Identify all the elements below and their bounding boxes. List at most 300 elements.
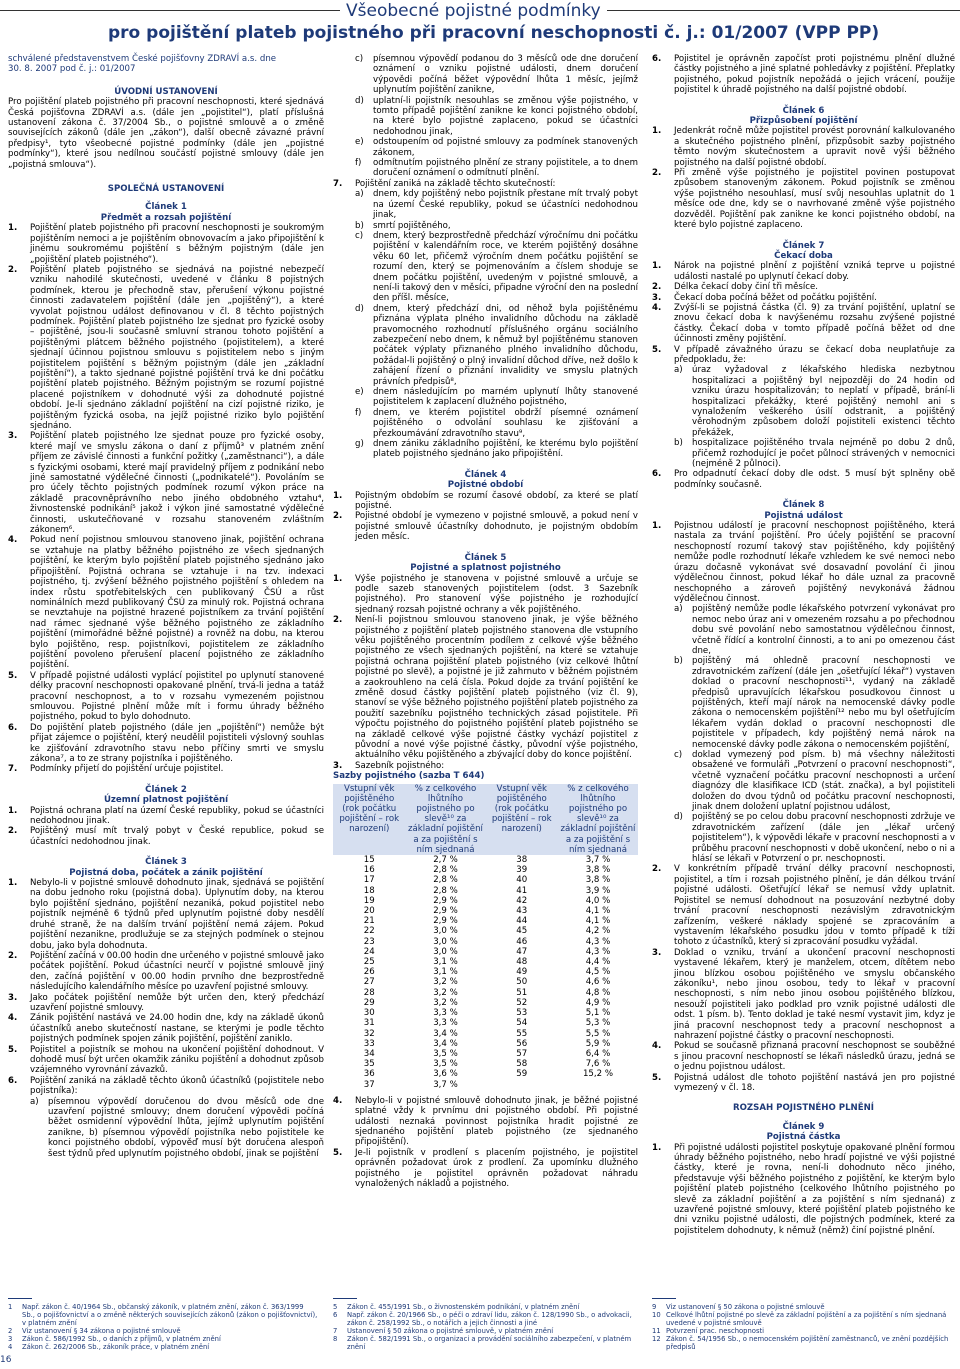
table-cell: 15,2 % [582, 1069, 613, 1080]
table-cell: 33 [363, 1038, 375, 1049]
uvodni-text: Pro pojištění plateb pojistného při pracovní neschopnosti, které sjednává Česká pojišťovna ZDRAVÍ a.s. (dále jen „pojistitel“), platí příslušná ustanovení zákona č. 37/2004 Sb., o pojistné smlouvě a o změně souvisejících zákonů (dále jen „zákon“), další obecně závazné právní předpisy¹, tyto všeobecné pojistné podmínky (dále jen „pojistné podmínky“), které jsou nedílnou součástí pojistné smlouvy (dále jen „pojistná smlouva“). [8, 97, 324, 170]
clause [8, 223, 324, 265]
subclause-text: odmítnutím pojistného plnění ze strany pojistitele, a to dnem doručení oznámení o odmítnutí plnění. [373, 158, 638, 179]
table-cell: 3,2 % [433, 997, 458, 1008]
clause [652, 521, 955, 604]
clause [652, 126, 955, 168]
footnote-number: 4 [8, 1343, 13, 1351]
clause-number: 2. [8, 826, 18, 837]
subclause [652, 438, 955, 469]
clause-text: Pojištění začíná v 00.00 hodin dne určeného v pojistné smlouvě jako počátek pojištění. Pokud účastníci neurčí v pojistné smlouvě jiný den, začíná pojištění v 00.00 hodin prvního dne bezprostředně následujícího kalendářního měsíce po uzavření pojistné smlouvy. [30, 950, 324, 993]
clause-number: 3. [652, 947, 662, 958]
table-cell: 4,0 % [585, 895, 611, 906]
rates-table [333, 784, 638, 1090]
clause-text: V případě pojistné události vyplácí pojistitel po uplynutí stanovené délky pracovní neschopnosti opakované plnění, trvá-li jedna a tatáž pracovní neschopnost, a to v rozsahu vymezeném pojistnou smlouvou. Pojistné plnění může mít i formu úhrady běžného pojistného, pokud to bylo dohodnuto. [30, 670, 324, 723]
clause-text: Při pojistné události pojistitel poskytuje opakované plnění formou úhrady běžného pojistného, nebo hradí pojistné ve výši pojistné částky, které je rovna, není-li dohodnuto něco jiného, představuje výši běžného pojistného z pojištění, ke kterým bylo pojištění plateb pojistného (celkového lhůtního pojistného po slevě za základní pojištění a za pojištění s ním sjednaná) z uzavřené pojistné smlouvy, které pojištění plateb pojistného ke dni vzniku pojistné události, dle pojistných podmínek, které za pojistitelem dohodnuty, k němuž (němž) činí pojistné plnění. [674, 1142, 955, 1236]
table-row [333, 1080, 638, 1090]
subclause [652, 812, 955, 864]
article-7-subitems [652, 365, 955, 469]
table-cell: 19 [363, 895, 375, 906]
subclause [652, 656, 955, 750]
clause-number: 1. [8, 805, 18, 816]
table-cell: 31 [363, 1018, 375, 1029]
footnote [8, 1335, 318, 1343]
clause [652, 168, 955, 230]
article-2-items [8, 806, 324, 848]
clause [8, 265, 324, 432]
clause-number: 2. [333, 615, 343, 626]
clause-number: 3. [8, 431, 18, 442]
table-cell: 17 [363, 875, 375, 886]
clause [333, 511, 638, 542]
clause-number: 5. [8, 670, 18, 681]
approval-note: schválené představenstvem České pojišťovny ZDRAVÍ a.s. dne 30. 8. 2007 pod č. j.: 01/2007 [8, 54, 277, 75]
subclause-number: d) [355, 95, 364, 106]
subclause-number: a) [674, 604, 683, 615]
subclause-number: a) [674, 365, 683, 376]
table-cell: 24 [363, 946, 375, 957]
table-cell: 3,8 % [585, 865, 611, 876]
rates-table-header: Vstupní věk pojištěného (rok počátku pojištění – rok narození) [485, 784, 557, 855]
footnote [333, 1303, 638, 1311]
clause-text: Je-li pojistník v prodlení s placením pojistného, je pojistitel oprávněn požadovat úrok z prodlení. Za upomínku dlužného pojistného je pojistitel oprávněn požadovat náhradu vynaložených nákladů a pojistného. [355, 1147, 638, 1189]
article-8-subitems [652, 604, 955, 864]
table-row [333, 967, 638, 977]
subclause [333, 137, 638, 158]
article-8-items [652, 521, 955, 604]
clause-number: 5. [652, 344, 662, 355]
clause-text: Podmínky přijetí do pojištění určuje pojistitel. [30, 764, 224, 775]
clause [8, 878, 324, 951]
subclause-number: b) [355, 220, 364, 231]
article-1-items [8, 223, 324, 775]
table-cell: 49 [516, 967, 528, 978]
table-cell: 4,3 % [585, 946, 611, 957]
clause-text: Délka čekací doby činí tři měsíce. [674, 282, 819, 293]
subclause [333, 231, 638, 304]
subclause [333, 439, 638, 460]
clause-text: Nebylo-li v pojistné smlouvě dohodnuto jinak, je běžné pojistné splatné vždy k prvnímu dni pojistného období. Při pojistné události neznaká povinnost pojistníka hradit pojistné ze sjednaného pojištění plateb pojistného (ze sjednaného připojištění). [355, 1095, 638, 1148]
footnote [8, 1327, 318, 1335]
subclause-text: dnem následujícím po marném uplynutí lhůty stanovené pojistitelem k zaplacení dlužného pojistného, [373, 387, 638, 408]
table-cell: 23 [363, 936, 375, 947]
clause-number: 1. [652, 521, 662, 532]
clause [652, 1143, 955, 1237]
table-cell: 2,7 % [433, 855, 458, 866]
article-7-items [652, 261, 955, 365]
footnotes-column-3 [652, 1303, 955, 1351]
table-row [333, 977, 638, 987]
clause-text: Pojištění plateb pojistného se sjednává na pojistné nebezpečí vzniku nahodilé skutečnosti, uvedené v článku 8 pojistných podmínek, kterou je přechodně stav, přerušení výkonu pojistné činnosti zadavatelem pojištění (dále jen „pojištěný“), a které vyvolat pojistnou událost definovanou v čl. 8 těchto pojistných podmínek. Pojištění plateb pojistného lze sjednat pro fyzické osoby – pojištěné, jsou-li současně smluvní stranou tohoto pojištění a pojištěnými plátcem běžného pojistného (pojistitelem), a které sjednají účinnou pojistnou smlouvu s pojistitelem nebo s jiným pojistitelem pojištění s běžným pojistným (dále jen „základní pojištění“), a takto sjednané pojistné pojištění trvá ke dni počátku pojištění plateb pojistného. Běžným pojistným se rozumí pojistné placené pojistníkem v dohodnuté výši za dohodnuté pojistné období. Je-li sjednáno základní pojištění na cizí pojistné riziko, je pojištěným fyzická osoba, na jejíž pojistné riziko bylo pojištění sjednáno. [30, 264, 324, 431]
subclause-text: dnem, ve kterém pojistitel obdrží písemné oznámení pojištěného o odvolání souhlasu ke zjišťování a přezkoumávání zdravotního stavu⁹, [373, 407, 638, 439]
article-3-items [8, 878, 324, 1097]
table-cell: 47 [516, 946, 528, 957]
table-row [333, 1049, 638, 1059]
article-1-subtitle: Předmět a rozsah pojištění [100, 212, 232, 223]
article-3-item-7-subitems [333, 189, 638, 460]
article-6-title: Článek 6 [782, 105, 825, 116]
article-1-title: Článek 1 [145, 202, 187, 213]
article-4-subtitle: Pojistné období [447, 480, 524, 491]
table-row [333, 1039, 638, 1049]
clause [8, 431, 324, 535]
clause-number: 3. [8, 992, 18, 1003]
clause-text: Pojištění zaniká na základě těchto úkonů účastníků (pojistitele nebo pojistníka): [30, 1075, 324, 1097]
article-9-subtitle: Pojistná částka [766, 1132, 841, 1143]
column-1 [8, 54, 324, 1159]
document-title: Všeobecné pojistné podmínky [340, 0, 607, 22]
clause-number: 6. [8, 1075, 18, 1086]
footnote-text: Viz ustanovení § 34 zákona o pojistné smlouvě [22, 1327, 181, 1335]
clause [8, 1045, 324, 1076]
table-cell: 3,4 % [433, 1038, 458, 1049]
table-row [333, 906, 638, 916]
clause-text: V případě závažného úrazu se čekací doba neuplatňuje za předpokladu, že: [674, 344, 955, 365]
table-cell: 18 [363, 885, 375, 896]
clause-text: Pojistné období je vymezeno v pojistné smlouvě, a pokud není v pojistné smlouvě účastníky dohodnuto, je pojistným obdobím jeden měsíc. [355, 511, 638, 543]
table-cell: 3,0 % [433, 936, 458, 947]
subclause-number: f) [355, 158, 362, 169]
table-cell: 29 [363, 997, 375, 1008]
table-row [333, 896, 638, 906]
table-cell: 46 [516, 936, 528, 947]
table-cell: 42 [516, 895, 528, 906]
subclause [652, 365, 955, 438]
footnote [8, 1303, 318, 1327]
clause-number: 1. [652, 1142, 662, 1153]
article-3-subtitle: Pojistná doba, počátek a zánik pojištění [69, 867, 263, 878]
table-row [333, 1059, 638, 1069]
table-cell: 4,1 % [585, 906, 611, 917]
document-subtitle: pro pojištění plateb pojistného při pracovní neschopnosti č. j.: 01/2007 (VPP PP) [108, 23, 880, 43]
table-row [333, 1008, 638, 1018]
subclause-text: písemnou výpovědí podanou do 3 měsíců ode dne doručení oznámení o vzniku pojistné události, dnem doručení výpovědi počíná běžet výpovědní lhůta 1 měsíc, jejímž uplynutím pojištění zanikne, [373, 54, 638, 96]
clause-text: Zánik pojištění nastává ve 24.00 hodin dne, kdy na základě úkonů účastníků anebo skutečností nastane, se kterými je podle těchto pojistných podmínek spojen zánik pojištění, pojištění zaniklo. [30, 1013, 324, 1045]
clause-number: 3. [333, 760, 343, 771]
rozsah-heading: ROZSAH POJISTNÉHO PLNĚNÍ [732, 1103, 874, 1114]
table-row [333, 926, 638, 936]
spolecna-heading: SPOLEČNÁ USTANOVENÍ [107, 184, 225, 195]
table-cell: 4,9 % [585, 997, 611, 1008]
table-cell: 56 [516, 1038, 528, 1049]
clause-text: Doklad o vzniku, trvání a ukončení pracovní neschopnosti vystavené lékařem, který je manželem, otcem, dítětem nebo jinou blízkou osobou pojištěného ve smyslu občanského zákoníku¹, nebo jinou osobou, tedy to lékař v pracovní neschopnosti, s ním nebo jinou osobou pojištěného blízkou, nesouží pojistiteli jako podklad pro vznik pojistné události dle odst. 1 písm. b). Tento doklad je také nesmí vystavit jim, kdyz je jiná pracovní neschopnost tedy a pracovní neschopnost a nahrazení pojistné částky o pracovní neschopnosti. [674, 947, 955, 1041]
table-row [333, 1029, 638, 1039]
table-cell: 26 [363, 967, 375, 978]
footnote [652, 1311, 955, 1327]
table-cell: 3,7 % [585, 855, 611, 866]
subclause-text: odstoupením od pojistné smlouvy za podmínek stanovených zákonem, [373, 137, 638, 158]
clause [333, 1148, 638, 1190]
article-7-items-cont [652, 469, 955, 490]
footnote-text: Potvrzení prac. neschopnosti [666, 1327, 765, 1335]
clause-text: Pojištění plateb pojistného při pracovní neschopnosti je soukromým pojištěním nemoci a je pojištěním obnovovacím a jako připojištění k jinému soukromému pojištění s běžným pojistným (dále jen „pojištění plateb pojistného“). [30, 223, 324, 265]
table-cell: 44 [516, 916, 528, 927]
subclause [333, 189, 638, 220]
table-cell: 2,8 % [433, 865, 458, 876]
table-cell: 34 [363, 1048, 375, 1059]
table-cell: 4,2 % [585, 926, 611, 937]
subclause-text: pojištěný se po celou dobu pracovní neschopnosti zdržuje ve zdravotnickém zařízení (dále jen „lékař určený pojistitelem“), k výpovědi lékaře v pracovní neschopnosti a v průběhu pracovní neschopnosti v době ukončení, nebo o ni a hlásí se lékaři v Potvrzení o pr. neschopnosti. [692, 812, 955, 865]
article-5-items-cont [333, 1096, 638, 1190]
subclause-number: c) [674, 750, 683, 760]
table-row [333, 865, 638, 875]
clause [333, 574, 638, 616]
table-cell: 5,5 % [585, 1028, 611, 1039]
table-cell: 45 [516, 926, 528, 937]
subclause-number: a) [30, 1096, 39, 1107]
subclause-number: d) [674, 812, 683, 823]
table-cell: 32 [363, 1028, 375, 1039]
clause-text: Nárok na pojistné plnění z pojištění vzniká teprve u pojistné události nastalé po uplynutí čekací doby. [674, 261, 955, 282]
clause [652, 54, 955, 96]
clause-text: Pojistná ochrana platí na území České republiky, pokud se účastníci nedohodnou jinak. [30, 805, 324, 827]
article-8-subtitle: Pojistná událost [764, 510, 843, 521]
table-cell: 28 [363, 987, 375, 998]
article-3-title: Článek 3 [145, 857, 187, 868]
footnote [652, 1327, 955, 1335]
clause [333, 615, 638, 761]
clause-number: 7. [8, 764, 18, 775]
subclause-text: dnem, který předchází dni, od něhož byla pojištěnému přiznána výplata plného invalidního důchodu na základě pravomocného rozhodnutí příslušného orgánu sociálního zabezpečení nebo dnem, k němuž byl pojištěnému stanoven počátek výplaty přiznaného plného invalidního důchodu, požádal-li pojištěný o plný invalidní důchod dříve, než došlo k zahájení řízení o přiznání invalidity ve smyslu platných právních předpisů⁸, [373, 303, 638, 387]
table-cell: 40 [516, 875, 528, 886]
clause-text: Pojistným obdobím se rozumí časové období, za které se platí pojistné. [355, 490, 638, 512]
clause-number: 6. [652, 469, 662, 480]
clause [333, 1096, 638, 1148]
subclause-text: úraz vyžadoval z lékařského hlediska nezbytnou hospitalizaci a pojištěný byl nejpozději do 24 hodin od vzniku úrazu hospitalizován; to neplatí v případě, brání-li hospitalizaci překážky, které pojištěný nemohl ani s vynaložením veškerého úsilí odstranit, a pojištěný věrohodným způsobem doloží pojistiteli existenci těchto překážek, [692, 365, 955, 438]
subclause [333, 158, 638, 179]
clause [652, 345, 955, 366]
clause-number: 2. [8, 950, 18, 961]
clause-text: V konkrétním případě trvání délky pracovní neschopnosti, pojistitel, a tím i rozsah pojistného plnění, je dán délkou trvání pojistné události. Ošetřující lékař se nemusí vždy uplatnit. Pojistitel se nemusí dohodnout na posuzování nezbytné doby trvání pracovní neschopnosti nezávislým zdravotnickým zařízením, veškeré náklady spojené se zpracováním a vystavením lékařského posudku jdou v tomto případě k tíži tohoto z účastníků, který si zpracování posudku vyžádal. [674, 864, 955, 948]
clause-number: 5. [8, 1044, 18, 1055]
table-row [333, 916, 638, 926]
table-cell: 3,3 % [433, 1008, 458, 1019]
table-cell: 52 [516, 997, 528, 1008]
clause [652, 948, 955, 1042]
clause-number: 5. [333, 1147, 343, 1158]
rates-table-header: % z celkového lhůtního pojistného po slevě¹⁰ za základní pojištění a za pojištění s ním sjednaná [405, 784, 485, 855]
article-2-subtitle: Územní platnost pojištění [103, 795, 229, 806]
article-4-title: Článek 4 [464, 469, 507, 480]
table-cell [558, 1080, 638, 1090]
table-cell: 4,4 % [585, 957, 611, 968]
table-row [333, 886, 638, 896]
subclause-number: c) [355, 54, 364, 64]
clause-text: Čekací doba počíná běžet od počátku pojištění. [674, 292, 877, 303]
clause-text: Zvýší-li se pojistná částka (čl. 9) za trvání pojištění, uplatní se znovu čekací doba k navýšenému rozsahu zvýšené pojistné částky. Čekací doba v tomto případě počíná běžet od dne účinnosti změny pojištění. [674, 302, 955, 345]
footnote-number: 10 [652, 1311, 661, 1319]
table-cell: 27 [363, 977, 375, 988]
subclause [333, 96, 638, 138]
clause [333, 761, 638, 771]
clause-text: Pojistitel a pojistník se mohou na ukončení pojištění dohodnout. V dohodě musí být určen okamžik zániku pojištění a dohodnut způsob vzájemného vyrovnání závazků. [30, 1044, 324, 1076]
clause-number: 6. [8, 722, 18, 733]
table-cell: 3,5 % [433, 1048, 458, 1059]
clause-text: Pojištěný musí mít trvalý pobyt v České republice, pokud se účastníci nedohodnou jinak. [30, 826, 324, 847]
footnotes-column-2 [333, 1303, 638, 1351]
subclause-number: b) [674, 656, 683, 667]
table-cell: 20 [363, 906, 375, 917]
footnote-text: Zákon č. 54/1956 Sb., o nemocenském pojištění zaměstnanců, ve znění pozdějších předpisů [666, 1335, 949, 1351]
table-cell: 3,1 % [433, 967, 458, 978]
clause [652, 1073, 955, 1094]
clause [8, 993, 324, 1014]
table-cell: 16 [363, 865, 375, 876]
subclause-text: hospitalizace pojištěného trvala nejméně po dobu 2 dnů, přičemž rozhodující je počet půlnocí strávených v nemocnici (nejméně 2 půlnoci). [692, 438, 955, 470]
article-2-title: Článek 2 [145, 784, 187, 795]
clause-text: Pojistná událost dle tohoto pojištění nastává jen pro pojistné vymezený v čl. 18. [674, 1072, 955, 1093]
article-9-items [652, 1143, 955, 1237]
clause-text: Do pojištění plateb pojistného (dále jen „pojištění“) nemůže být přijat zájemce o pojištění, který neudělil pojistiteli výslovný souhlas ke zjišťování zdravotního stavu nebo příčiny smrti ve smyslu zákona⁷, a to ze strany pojistníka i pojištěného. [30, 722, 324, 764]
clause-number: 1. [652, 261, 662, 272]
article-7-title: Článek 7 [782, 240, 825, 251]
table-cell: 4,8 % [585, 987, 611, 998]
clause [652, 1041, 955, 1072]
footnote [333, 1335, 638, 1351]
table-cell: 2,9 % [433, 906, 458, 917]
clause-number: 2. [333, 511, 343, 522]
clause-number: 4. [8, 1013, 18, 1024]
article-3-subitems [8, 1097, 324, 1159]
article-6-subtitle: Přizpůsobení pojištění [749, 116, 858, 127]
footnote-number: 1 [8, 1303, 13, 1311]
clause [8, 951, 324, 993]
table-cell: 51 [516, 987, 528, 998]
clause-text: Pojištění zaniká na základě těchto skutečností: [355, 178, 556, 189]
article-5-item-6 [652, 54, 955, 96]
footnote-text: Např. zákon č. 40/1964 Sb., občanský zákoník, v platném znění, zákon č. 363/1999 Sb., o pojišťovnictví a o změně některých souvisejících zákonů (zákon o pojišťovnictví), v platném znění [22, 1303, 318, 1327]
table-cell: 41 [516, 885, 528, 896]
table-cell: 35 [363, 1059, 375, 1070]
clause [652, 864, 955, 947]
clause-text: Pojistitel je oprávněn započíst proti pojistnému plnění dlužné částky pojistného a jiné splatné pohledávky z pojištění. Přeplatky pojistného, pokud pojistník nepožádá o jejich vrácení, použije pojistitel k úhradě pojistného na další pojistné období. [674, 54, 955, 96]
table-cell: 58 [516, 1059, 528, 1070]
table-cell: 22 [363, 926, 375, 937]
footnote-text: Celkové lhůtní pojistné po slevě za základní pojištění a za pojištění s ním sjednaná uvedené v pojistné smlouvě [666, 1311, 947, 1327]
clause-number: 5. [652, 1072, 662, 1083]
clause [652, 469, 955, 490]
article-9-title: Článek 9 [782, 1121, 825, 1132]
footnote-text: Zákon č. 586/1992 Sb., o daních z příjmů, v platném znění [22, 1335, 221, 1343]
footnote-number: 11 [652, 1327, 661, 1335]
table-cell: 2,9 % [433, 916, 458, 927]
table-row [333, 875, 638, 885]
table-cell: 39 [516, 865, 528, 876]
footnote-text: Zákon č. 582/1991 Sb., o organizaci a provádění sociálního zabezpečení, v platném znění [347, 1335, 632, 1351]
footnote-rule-1 [8, 1298, 32, 1299]
clause [8, 723, 324, 765]
subclause-text: dnem, kdy pojištěný nebo pojistník přestane mít trvalý pobyt na území České republiky, pokud se účastníci nedohodnou jinak, [373, 189, 638, 221]
clause [8, 826, 324, 847]
table-cell: 3,6 % [433, 1069, 458, 1080]
footnotes-column-1 [8, 1303, 318, 1351]
article-5-items [333, 574, 638, 772]
subclause-number: e) [355, 387, 364, 397]
footnote [333, 1311, 638, 1327]
table-cell: 4,3 % [585, 936, 611, 947]
clause-number: 4. [652, 1041, 662, 1052]
subclause-text: uplatní-li pojistník nesouhlas se změnou výše pojistného, v tomto případě pojištění zanikne ke konci pojistného období, na které bylo pojistné zaplaceno, pokud se účastníci nedohodnou jinak, [373, 95, 638, 137]
article-3-item-7 [333, 179, 638, 189]
article-6-items [652, 126, 955, 230]
table-cell: 2,8 % [433, 885, 458, 896]
footnote-text: Zákon č. 455/1991 Sb., o živnostenském podnikání, v platném znění [347, 1303, 580, 1311]
table-cell: 54 [516, 1018, 528, 1029]
footnote-number: 2 [8, 1327, 13, 1335]
clause [8, 535, 324, 670]
table-cell: 50 [516, 977, 528, 988]
subclause [333, 408, 638, 439]
subclause-number: b) [674, 438, 683, 449]
subclause-text: dnem zániku základního pojištění, ke kterému bylo pojištění plateb pojistného sjednáno jako připojištění. [373, 439, 638, 460]
subclause-number: d) [355, 303, 364, 314]
subclause [652, 604, 955, 656]
clause [652, 261, 955, 282]
subclause-number: f) [355, 407, 362, 418]
clause-number: 1. [652, 126, 662, 137]
clause [333, 179, 638, 189]
clause-number: 2. [652, 282, 662, 293]
clause-number: 4. [8, 535, 18, 546]
footnote [333, 1327, 638, 1335]
header [0, 0, 960, 48]
footnote-number: 5 [333, 1303, 338, 1311]
clause-text: Pokud není pojistnou smlouvou stanoveno jinak, pojištění ochrana se vztahuje na platby běžného pojistného ze všech sjednaných pojištění, ke kterým bylo pojištění plateb pojistného sjednáno jako připojištění. Pojistná ochrana se vztahuje i na tzv. indexaci pojistného, tj. zvýšení běžného pojistného pojištění s ohledem na index růstu spotřebitelských cen publikovaný ČSÚ a růst nominálních mezd publikovaný ČSÚ za minulý rok. Pojistná ochrana se nevztahuje na pojistné hrazené pojistníkem za trvání pojištění nad rámec sjednané výše běžného pojistného ze základního pojištění (mimořádné běžné pojistné) a rovněž na dobu, na kterou bylo pojištěno, resp. pojistníkovi, pojistitelem ze základního pojištění povoleno přerušení placení pojistného ze základního pojištění. [30, 535, 324, 671]
table-row [333, 855, 638, 865]
clause-number: 1. [333, 490, 343, 501]
article-5-subtitle: Pojistné a splatnost pojistného [410, 563, 561, 574]
clause [8, 806, 324, 827]
clause-text: Pojištění plateb pojistného lze sjednat pouze pro fyzické osoby, které mají ve smyslu zákona o daní z příjmů³ v platném znění příjem ze závislé činnosti a funkční požitky („zaměstnanci“), a dále s fyzickými osobami, které mají pravidelný příjem z podnikání nebo jiné samostatné výdělečné činnosti („podnikatelé“). Povoláním se pro účely těchto pojistných podmínek rozumí výkon práce na základě pracovněprávního nebo jiného obdobného vztahu⁴, živnostenské podnikání⁵ jakož i výkon jiné samostatné výdělečné činnosti, uskutečňované v rozsahu stanoveném zvláštním zákonem⁶. [30, 431, 324, 536]
clause-number: 4. [333, 1095, 343, 1106]
subclause [333, 221, 638, 231]
subclause [652, 750, 955, 812]
subclause-number: g) [355, 439, 364, 450]
subclause-number: a) [355, 189, 364, 200]
clause-text: Výše pojistného je stanovena v pojistné smlouvě a určuje se podle sazeb stanovených pojistitelem (odst. 3 Sazebník pojistného). Pro stanovení výše pojistného je rozhodující sjednaný rozsah pojistné ochrany a věk pojištěného. [355, 573, 638, 615]
table-cell: 59 [516, 1069, 528, 1080]
subclause [333, 387, 638, 408]
clause-number: 1. [8, 223, 18, 234]
footnote-number: 3 [8, 1335, 13, 1343]
article-4-items [333, 491, 638, 543]
table-cell: 2,9 % [433, 895, 458, 906]
table-row [333, 1018, 638, 1028]
table-cell: 3,2 % [433, 987, 458, 998]
subclause-text: písemnou výpovědí doručenou do dvou měsíců ode dne uzavření pojistné smlouvy; dnem doručení výpovědi počíná běžet osmidenní výpovědní lhůta, jejímž uplynutím pojištění zanikne, b) písemnou výpovědí pojistníka nebo pojistitele ke konci pojistného období, výpověď musí být doručena alespoň šest týdnů před uplynutím pojistného období, jinak se pojištění [48, 1096, 324, 1159]
table-row [333, 937, 638, 947]
table-cell: 3,8 % [585, 875, 611, 886]
clause [652, 293, 955, 303]
column-3 [652, 54, 955, 1236]
clause-text: Jako počátek pojištění nemůže být určen den, který předchází uzavření pojistné smlouvy. [30, 992, 324, 1013]
clause [652, 282, 955, 292]
footnote-number: 12 [652, 1335, 661, 1343]
page-number: 16 [0, 1355, 12, 1365]
article-8-items-cont [652, 864, 955, 1093]
footnote-text: Viz ustanovení § 50 zákona o pojistné smlouvě [666, 1303, 825, 1311]
table-cell: 3,7 % [433, 1079, 458, 1090]
clause-number: 3. [652, 292, 662, 303]
table-cell: 15 [363, 855, 375, 866]
subclause-text: pojištěný má ohledně pracovní neschopnosti ve zdravotnickém zařízení (dále jen „ošetřující lékař“) vystaven doklad o pracovní neschopnosti¹¹, vydaný na základě předpisů upravujících lékařskou posudkovou činnost u pojištěných, kteří mají nárok na nemocenské dávky podle zákona o nemocenském pojištění¹² nebo mu byl ošetřujícím lékařem vydán doklad o pracovní neschopnosti dle pojistitele v případech, kdy pojištěný nemá nárok na nemocenské dávky podle zákona o nemocenském pojištění, [692, 656, 955, 750]
table-cell: 37 [363, 1079, 375, 1090]
table-row [333, 947, 638, 957]
table-cell: 3,3 % [433, 1018, 458, 1029]
table-cell: 21 [363, 916, 375, 927]
table-row [333, 988, 638, 998]
subclause-text: smrtí pojištěného, [373, 220, 451, 231]
